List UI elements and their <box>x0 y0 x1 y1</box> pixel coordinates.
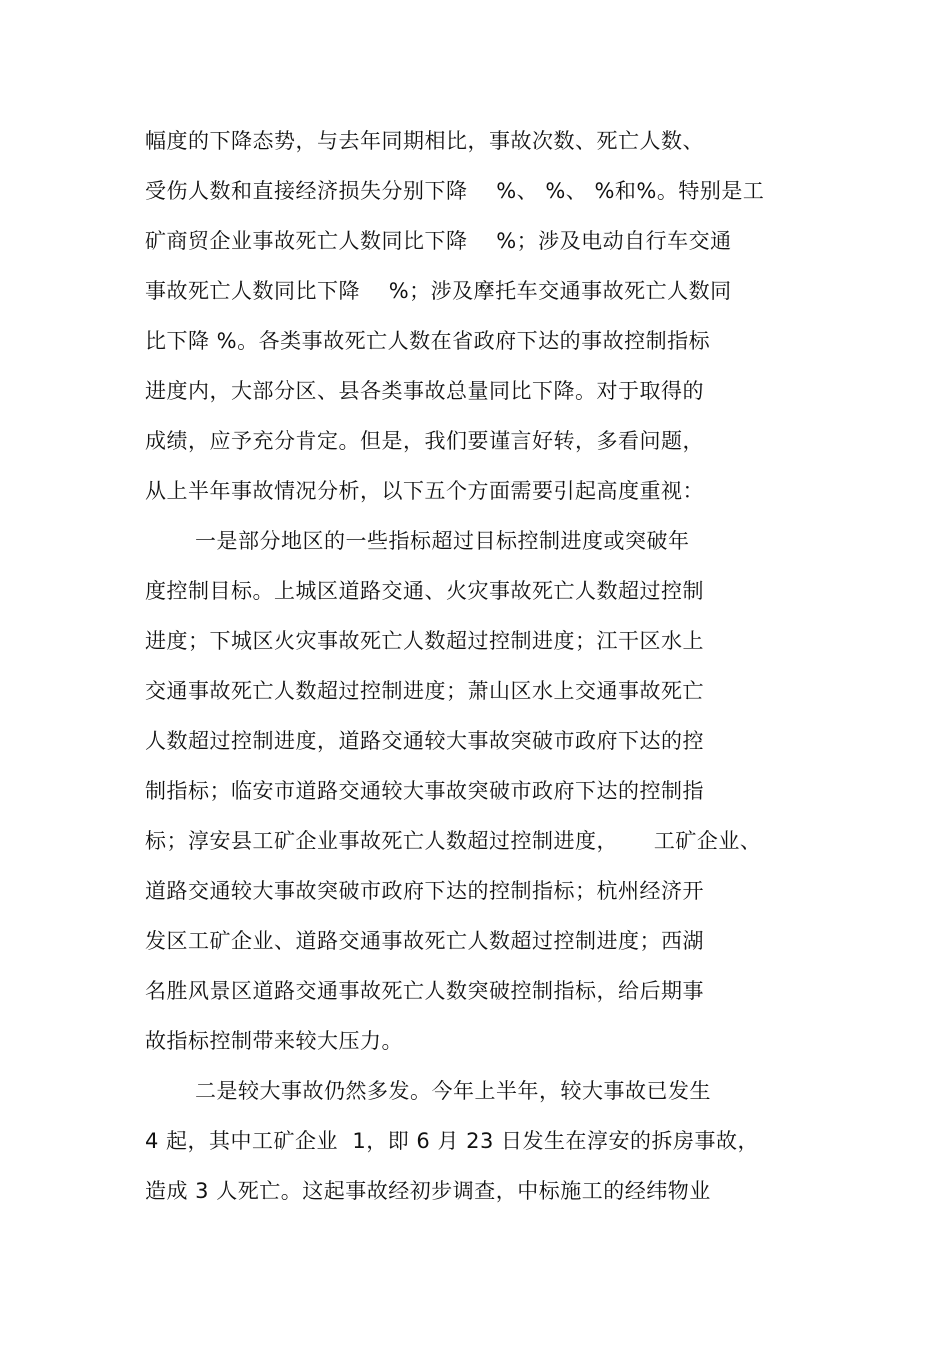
text-line: 造成 3 人死亡。这起事故经初步调查，中标施工的经纬物业 <box>145 1179 711 1203</box>
paragraph-start-line: 一是部分地区的一些指标超过目标控制进度或突破年 <box>195 529 690 553</box>
text-line: 名胜风景区道路交通事故死亡人数突破控制指标，给后期事 <box>145 979 704 1003</box>
text-line: 从上半年事故情况分析，以下五个方面需要引起高度重视： <box>145 479 704 503</box>
text-line: 事故死亡人数同比下降 %；涉及摩托车交通事故死亡人数同 <box>145 279 732 303</box>
text-line: 道路交通较大事故突破市政府下达的控制指标；杭州经济开 <box>145 879 704 903</box>
text-line: 故指标控制带来较大压力。 <box>145 1029 403 1053</box>
text-line: 交通事故死亡人数超过控制进度；萧山区水上交通事故死亡 <box>145 679 704 703</box>
text-line: 人数超过控制进度，道路交通较大事故突破市政府下达的控 <box>145 729 704 753</box>
text-line: 4 起，其中工矿企业 1，即 6 月 23 日发生在淳安的拆房事故， <box>145 1129 760 1153</box>
text-line: 发区工矿企业、道路交通事故死亡人数超过控制进度；西湖 <box>145 929 704 953</box>
text-line: 进度；下城区火灾事故死亡人数超过控制进度；江干区水上 <box>145 629 704 653</box>
text-line: 标；淳安县工矿企业事故死亡人数超过控制进度， 工矿企业、 <box>145 829 762 853</box>
text-line: 幅度的下降态势，与去年同期相比，事故次数、死亡人数、 <box>145 129 704 153</box>
text-line: 进度内，大部分区、县各类事故总量同比下降。对于取得的 <box>145 379 704 403</box>
text-line: 制指标；临安市道路交通较大事故突破市政府下达的控制指 <box>145 779 704 803</box>
text-line: 成绩，应予充分肯定。但是，我们要谨言好转，多看问题， <box>145 429 704 453</box>
text-line: 受伤人数和直接经济损失分别下降 %、 %、 %和%。特别是工 <box>145 179 765 203</box>
paragraph-start-line: 二是较大事故仍然多发。今年上半年，较大事故已发生 <box>195 1079 711 1103</box>
text-line: 比下降 %。各类事故死亡人数在省政府下达的事故控制指标 <box>145 329 711 353</box>
text-line: 矿商贸企业事故死亡人数同比下降 %；涉及电动自行车交通 <box>145 229 732 253</box>
text-line: 度控制目标。上城区道路交通、火灾事故死亡人数超过控制 <box>145 579 704 603</box>
